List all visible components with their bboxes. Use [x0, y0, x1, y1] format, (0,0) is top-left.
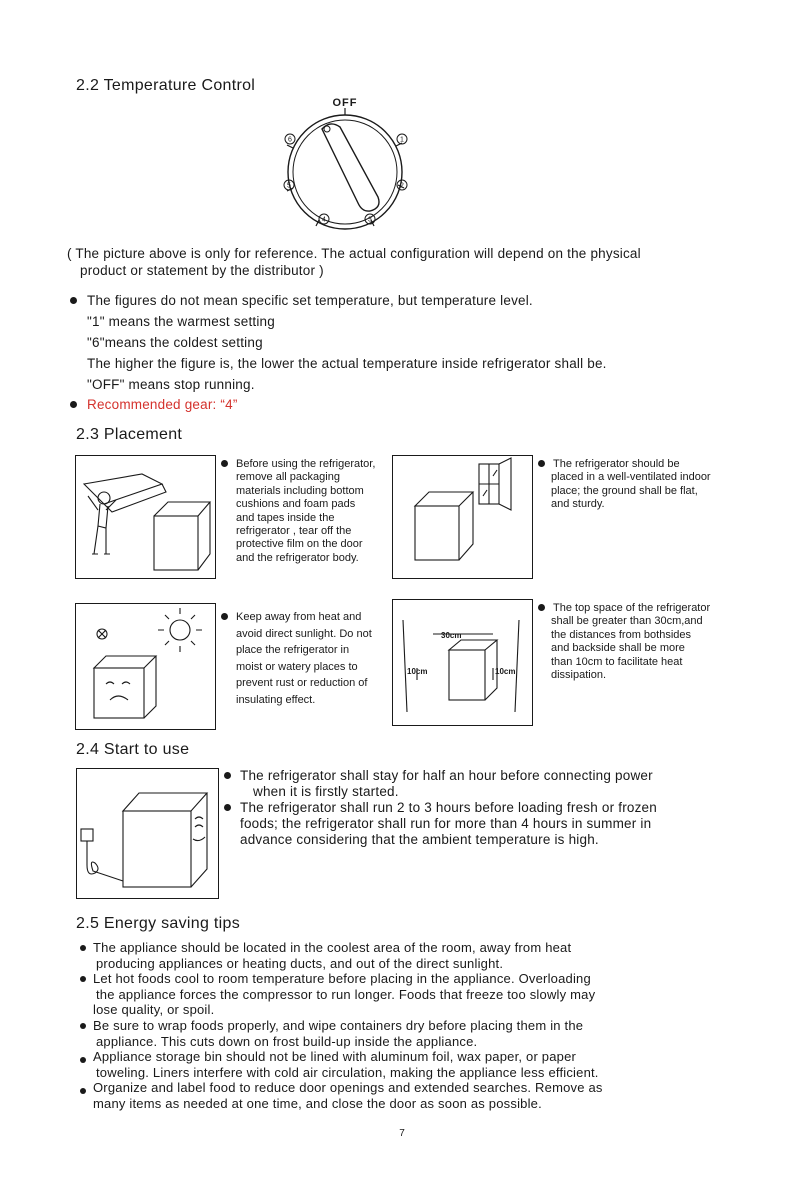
- ventilated-room-illustration: [392, 455, 533, 579]
- bullet-icon: [224, 804, 231, 811]
- bullet-icon: [538, 604, 545, 611]
- clearance-left-label: 10cm: [407, 667, 428, 676]
- bullet-icon: [80, 1088, 86, 1094]
- clearance-right-label: 10cm: [495, 667, 516, 676]
- bullet-icon: [80, 976, 86, 982]
- energy-saving-tips: The appliance should be located in the coolest area of the room, away from heat producing appliances or heating ducts, and out of the direct sunlight. Let hot foods cool to room temperature before placing in the appliance. Overloading the appliance forces the compressor to run longer. Foods that freeze too slowly may lose quality, or spoil. Be sure to wrap foods properly, and wipe containers dry before placing them in the appliance. This cuts down on frost build-up inside the appliance. Appliance storage bin should not be lined with aluminum foil, wax paper, or paper toweling. Liners interfere with cold air circulation, making the appliance less efficient. Organize and label food to reduce door openings and extended searches. Remove as many items as needed at one time, and close the door as soon as possible.: [80, 940, 603, 1112]
- dial-mark-2: 2: [400, 182, 404, 190]
- clearance-top-label: 30cm: [441, 631, 462, 640]
- unpacking-illustration: [75, 455, 216, 579]
- list-item: The appliance should be located in the coolest area of the room, away from heat: [80, 940, 603, 956]
- bullet-icon: [221, 613, 228, 620]
- placement-tip-ventilation: The refrigerator should be placed in a well-ventilated indoor place; the ground shall be flat, and sturdy.: [538, 458, 711, 512]
- clearance-illustration: [392, 599, 533, 726]
- thermostat-dial-illustration: [276, 93, 416, 233]
- bullet-icon: [80, 1023, 86, 1029]
- bullet-icon: [221, 460, 228, 467]
- page-number: 7: [399, 1128, 405, 1139]
- list-item: Organize and label food to reduce door openings and extended searches. Remove as: [80, 1080, 603, 1096]
- placement-tip-clearance: The top space of the refrigerator shall be greater than 30cm,and the distances from bothsides and backside shall be more than 10cm to facilitate heat dissipation.: [538, 602, 710, 682]
- power-connection-illustration: [76, 768, 219, 899]
- reference-note: ( The picture above is only for reference. The actual configuration will depend on the physical product or statement by the distributor ): [67, 246, 641, 278]
- bullet-icon: [80, 945, 86, 951]
- bullet-icon: [538, 460, 545, 467]
- section-2-5-heading: 2.5 Energy saving tips: [76, 915, 241, 932]
- list-item: Appliance storage bin should not be lined with aluminum foil, wax paper, or paper: [80, 1049, 603, 1065]
- list-item: Let hot foods cool to room temperature before placing in the appliance. Overloading: [80, 971, 603, 987]
- section-2-3-heading: 2.3 Placement: [76, 426, 183, 443]
- section-2-4-heading: 2.4 Start to use: [76, 741, 190, 758]
- bullet-icon: [70, 401, 77, 408]
- bullet-icon: [70, 297, 77, 304]
- list-item: Be sure to wrap foods properly, and wipe containers dry before placing them in the: [80, 1018, 603, 1034]
- section-2-2-heading: 2.2 Temperature Control: [76, 77, 256, 94]
- dial-mark-6: 6: [288, 136, 292, 144]
- placement-tip-unpack: Before using the refrigerator, remove all packaging materials including bottom cushions and foam pads and tapes inside the refrigerator , tear off the protective film on the door and the refrigerator body.: [221, 458, 375, 565]
- temperature-level-notes: The figures do not mean specific set temperature, but temperature level. "1" means the warmest setting "6"means the coldest setting The higher the figure is, the lower the actual temperature inside refrigerator shall be. "OFF" means stop running.: [70, 290, 607, 395]
- dial-off-label: OFF: [332, 97, 358, 109]
- dial-mark-3: 3: [368, 216, 372, 224]
- bullet-icon: [224, 772, 231, 779]
- dial-mark-1: 1: [400, 136, 404, 144]
- bullet-icon: [80, 1057, 86, 1063]
- dial-mark-5: 5: [287, 182, 291, 190]
- dial-mark-4: 4: [322, 216, 326, 224]
- start-to-use-notes: The refrigerator shall stay for half an hour before connecting power when it is firstly started. The refrigerator shall run 2 to 3 hours before loading fresh or frozen foods; the refrigerator shall run for more than 4 hours in summer in advance considering that the ambient temperature is high.: [224, 768, 657, 848]
- recommended-gear: Recommended gear: “4”: [70, 394, 238, 415]
- placement-tip-heat: Keep away from heat and avoid direct sunlight. Do not place the refrigerator in moist or watery places to prevent rust or reduction of insulating effect.: [221, 609, 372, 708]
- sunlight-warning-illustration: [75, 603, 216, 730]
